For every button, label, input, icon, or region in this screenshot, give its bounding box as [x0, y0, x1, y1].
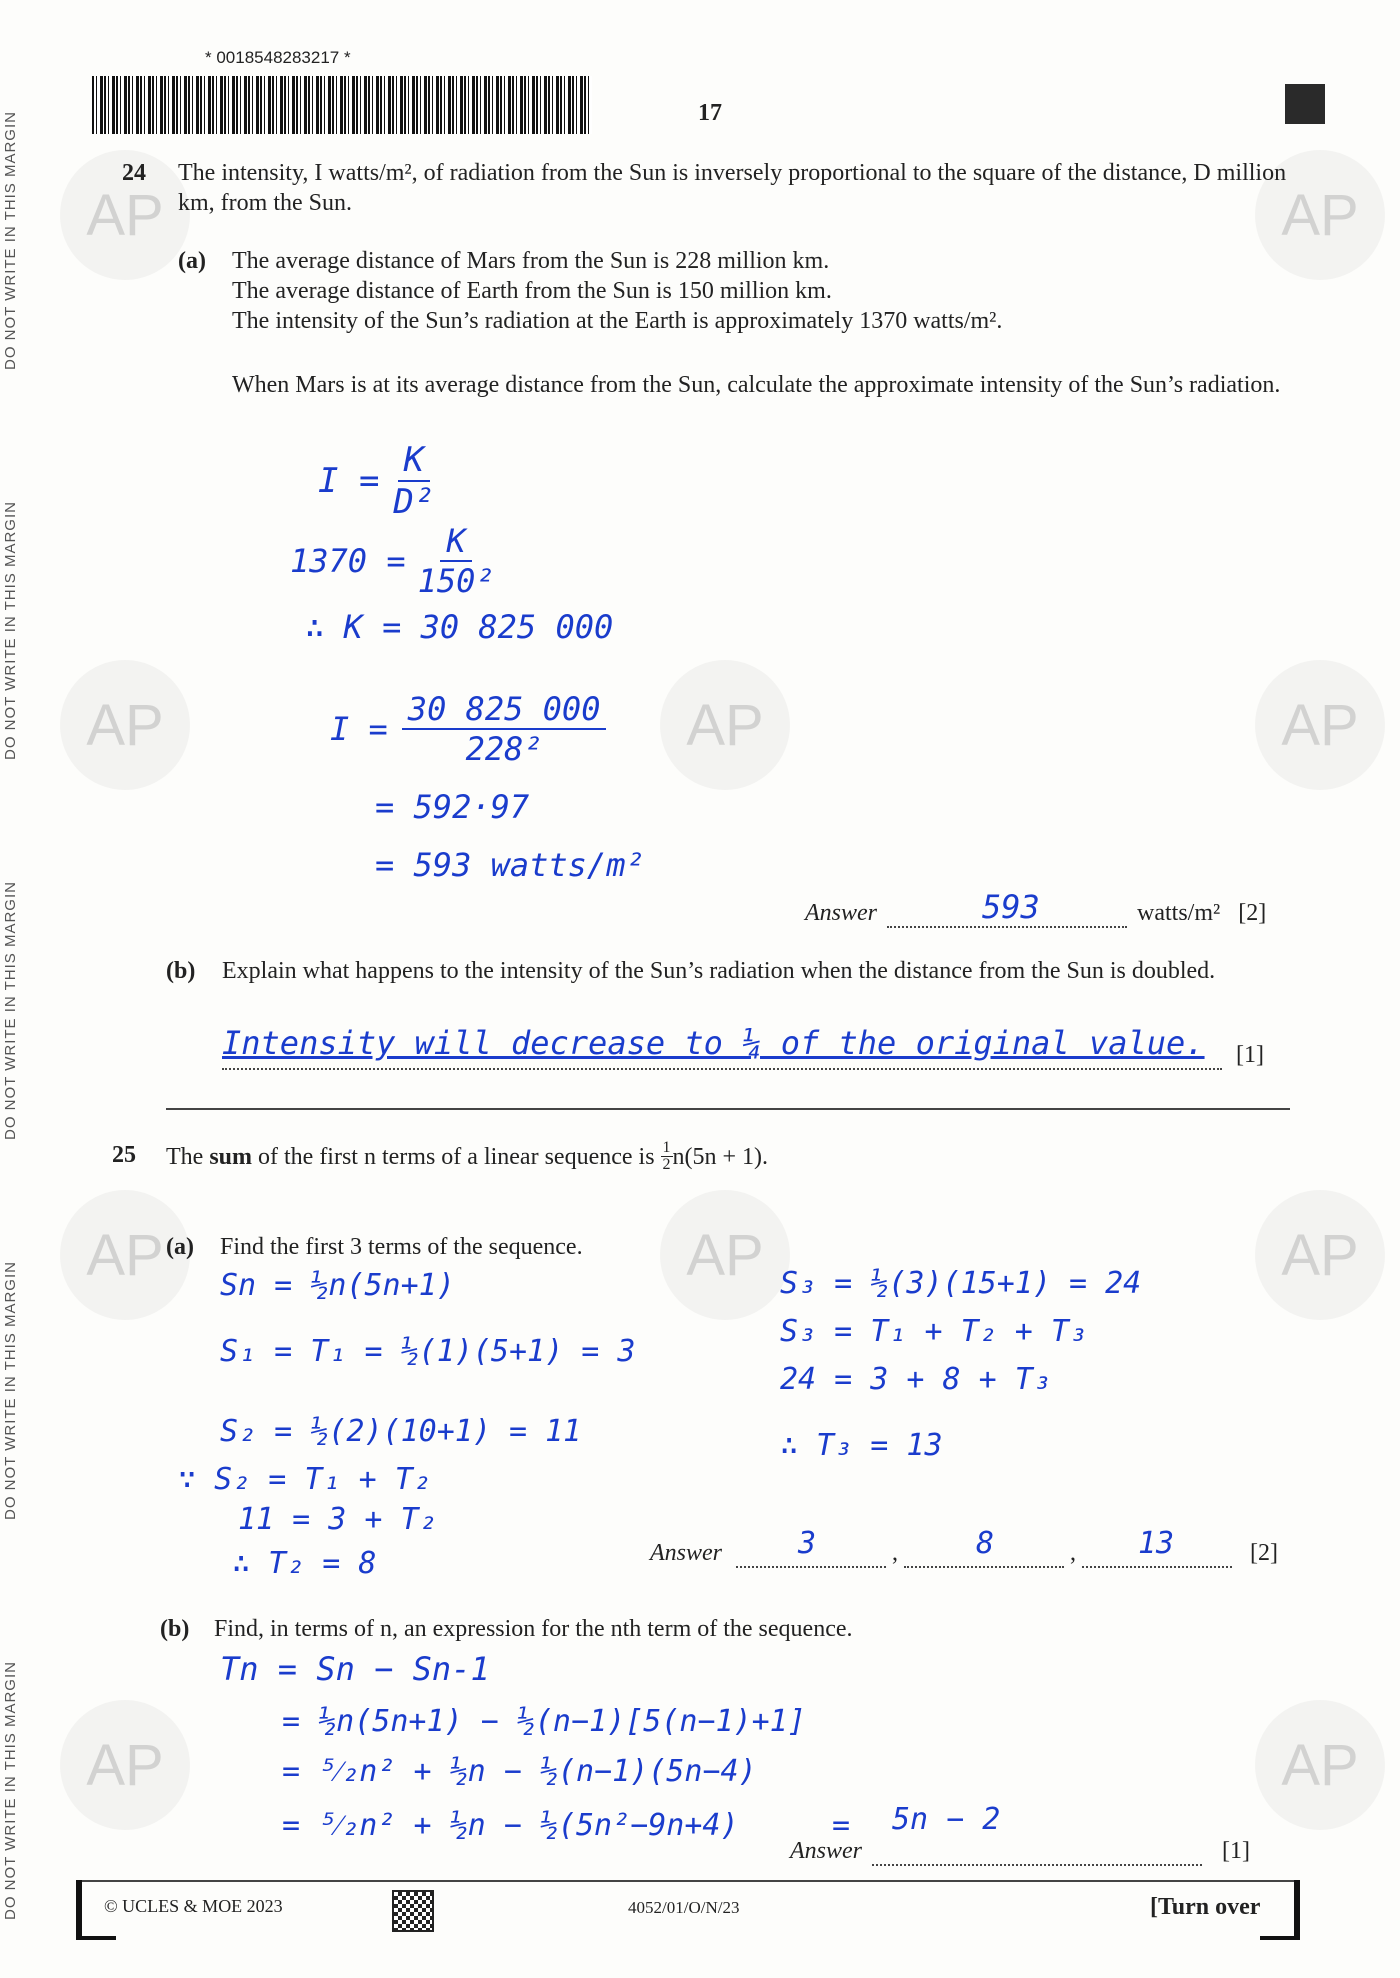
watermark-logo: AP [60, 150, 190, 280]
question-number-24: 24 [122, 160, 146, 186]
part-label-25b: (b) [160, 1616, 190, 1642]
working-25a-left-3: S₂ = ½(2)(10+1) = 11 [220, 1414, 582, 1449]
watermark-logo: AP [660, 1190, 790, 1320]
answer-field-3[interactable] [1082, 1526, 1232, 1568]
working-25b-line4: = ⁵⁄₂n² + ½n − ½(5n²−9n+4) [282, 1808, 739, 1843]
watermark-logo: AP [660, 660, 790, 790]
margin-warning: DO NOT WRITE IN THIS MARGIN [2, 501, 19, 760]
marks: [2] [1238, 900, 1267, 926]
working-lhs: 1370 = [290, 542, 406, 580]
answer-label: Answer [805, 900, 877, 926]
question-24b-text: Explain what happens to the intensity of the Sun’s radiation when the distance from the Sun is doubled. [222, 958, 1216, 984]
working-25a-right-1: S₃ = ½(3)(15+1) = 24 [780, 1266, 1142, 1301]
working-25a-left-2: S₁ = T₁ = ½(1)(5+1) = 3 [220, 1334, 636, 1369]
answer-field-2[interactable] [904, 1526, 1064, 1568]
fraction-numerator: K [398, 440, 430, 482]
working-25a-left-6: ∴ T₂ = 8 [232, 1546, 377, 1581]
answer-value: 13 [1138, 1526, 1175, 1561]
question-24a-line1: The average distance of Mars from the Sun is 228 million km. [232, 248, 830, 274]
footer-corner-left [76, 1880, 82, 1940]
part-label-24b: (b) [166, 958, 196, 984]
part-label-25a: (a) [166, 1234, 194, 1260]
margin-warning: DO NOT WRITE IN THIS MARGIN [2, 1661, 19, 1920]
watermark-logo: AP [60, 1190, 190, 1320]
footer-corner-right [1294, 1880, 1300, 1940]
answer-value: 3 [798, 1526, 817, 1561]
answer-unit: watts/m² [1137, 900, 1221, 926]
working-24a-line1 [318, 440, 434, 522]
section-divider [166, 1108, 1290, 1110]
fraction-denominator: 2 [662, 1156, 671, 1173]
working-24a-line2 [290, 522, 495, 600]
answer-label: Answer [790, 1838, 862, 1864]
corner-marker [1285, 84, 1325, 124]
answer-line-24a [805, 888, 1267, 928]
answer-value: 593 [982, 888, 1040, 926]
margin-warning: DO NOT WRITE IN THIS MARGIN [2, 1261, 19, 1520]
part-label-24a: (a) [178, 248, 206, 274]
answer-field[interactable] [887, 888, 1127, 928]
fraction-numerator: 1 [662, 1139, 671, 1156]
question-25-stem [166, 1140, 768, 1173]
stem-text: n(5n + 1). [672, 1143, 769, 1170]
working-25a-right-2: S₃ = T₁ + T₂ + T₃ [780, 1314, 1088, 1349]
working-25a-right-3: 24 = 3 + 8 + T₃ [780, 1362, 1051, 1397]
answer-value: 8 [976, 1526, 995, 1561]
working-24a-line5: = 592·97 [375, 788, 530, 826]
footer-corner-right-base [1260, 1936, 1300, 1940]
working-lhs: I = [318, 461, 380, 501]
answer-label: Answer [650, 1540, 722, 1566]
footer-divider [76, 1880, 1300, 1882]
question-24-stem: The intensity, I watts/m², of radiation from the Sun is inversely proportional to the square of the distance, D million km, from the Sun. [178, 160, 1287, 216]
watermark-logo: AP [60, 660, 190, 790]
watermark-logo: AP [1255, 150, 1385, 280]
fraction-denominator: 228² [465, 730, 543, 768]
barcode-number: * 0018548283217 * [205, 48, 351, 67]
question-25b-text: Find, in terms of n, an expression for the nth term of the sequence. [214, 1616, 853, 1642]
turn-over: [Turn over [1150, 1894, 1261, 1920]
question-24a-line2: The average distance of Earth from the Sun is 150 million km. [232, 278, 832, 304]
answer-line-25a: Answer 3 , 8 , 13 [2] [650, 1526, 1278, 1566]
working-25a-left-5: 11 = 3 + T₂ [238, 1502, 437, 1537]
marks: [2] [1250, 1540, 1278, 1566]
footer-corner-left-base [76, 1936, 116, 1940]
question-number-25: 25 [112, 1142, 136, 1168]
fraction-denominator: 150² [417, 562, 495, 600]
working-25b-line1: Tn = Sn − Sn-1 [220, 1650, 490, 1688]
watermark-logo: AP [1255, 660, 1385, 790]
answer-value: 5n − 2 [892, 1802, 1001, 1837]
question-24a-text: When Mars is at its average distance from the Sun, calculate the approximate intensity of the Sun’s radiation. [232, 372, 1281, 398]
copyright: © UCLES & MOE 2023 [104, 1896, 283, 1916]
question-25a-text: Find the first 3 terms of the sequence. [220, 1234, 583, 1260]
stem-bold: sum [209, 1143, 252, 1170]
working-25a-left-1: Sn = ½n(5n+1) [220, 1268, 455, 1303]
working-25b-line2: = ½n(5n+1) − ½(n−1)[5(n−1)+1] [282, 1704, 806, 1739]
watermark-logo: AP [1255, 1700, 1385, 1830]
paper-code: 4052/01/O/N/23 [628, 1898, 740, 1917]
answer-line-24b [222, 1024, 1264, 1070]
working-25a-right-4: ∴ T₃ = 13 [780, 1428, 943, 1463]
stem-text: of the first n terms of a linear sequence is [252, 1143, 661, 1170]
working-lhs: I = [330, 710, 388, 748]
answer-line-25b [790, 1802, 1250, 1866]
marks: [1] [1236, 1042, 1264, 1068]
fraction-denominator: D² [393, 482, 435, 522]
margin-warning: DO NOT WRITE IN THIS MARGIN [2, 881, 19, 1140]
page-number: 17 [698, 100, 722, 126]
working-24a-line4 [330, 690, 606, 768]
barcode [92, 76, 592, 134]
fraction-numerator: 30 825 000 [402, 690, 607, 730]
working-25b-line5: = [832, 1808, 851, 1843]
question-24a-line3: The intensity of the Sun’s radiation at the Earth is approximately 1370 watts/m². [232, 308, 1003, 334]
answer-field[interactable] [872, 1802, 1202, 1866]
stem-text: The [166, 1143, 210, 1170]
fraction-numerator: K [440, 522, 471, 562]
watermark-logo: AP [60, 1700, 190, 1830]
answer-field[interactable] [222, 1024, 1222, 1070]
watermark-logo: AP [1255, 1190, 1385, 1320]
answer-text: Intensity will decrease to ¼ of the original value. [222, 1024, 1205, 1062]
answer-field-1[interactable] [736, 1526, 886, 1568]
qr-code [392, 1890, 434, 1932]
working-24a-line6: = 593 watts/m² [375, 846, 645, 884]
working-25b-line3: = ⁵⁄₂n² + ½n − ½(n−1)(5n−4) [282, 1754, 757, 1789]
marks: [1] [1222, 1838, 1250, 1864]
working-24a-line3: ∴ K = 30 825 000 [305, 608, 614, 646]
margin-warning: DO NOT WRITE IN THIS MARGIN [2, 111, 19, 370]
working-25a-left-4: ∵ S₂ = T₁ + T₂ [178, 1462, 431, 1497]
